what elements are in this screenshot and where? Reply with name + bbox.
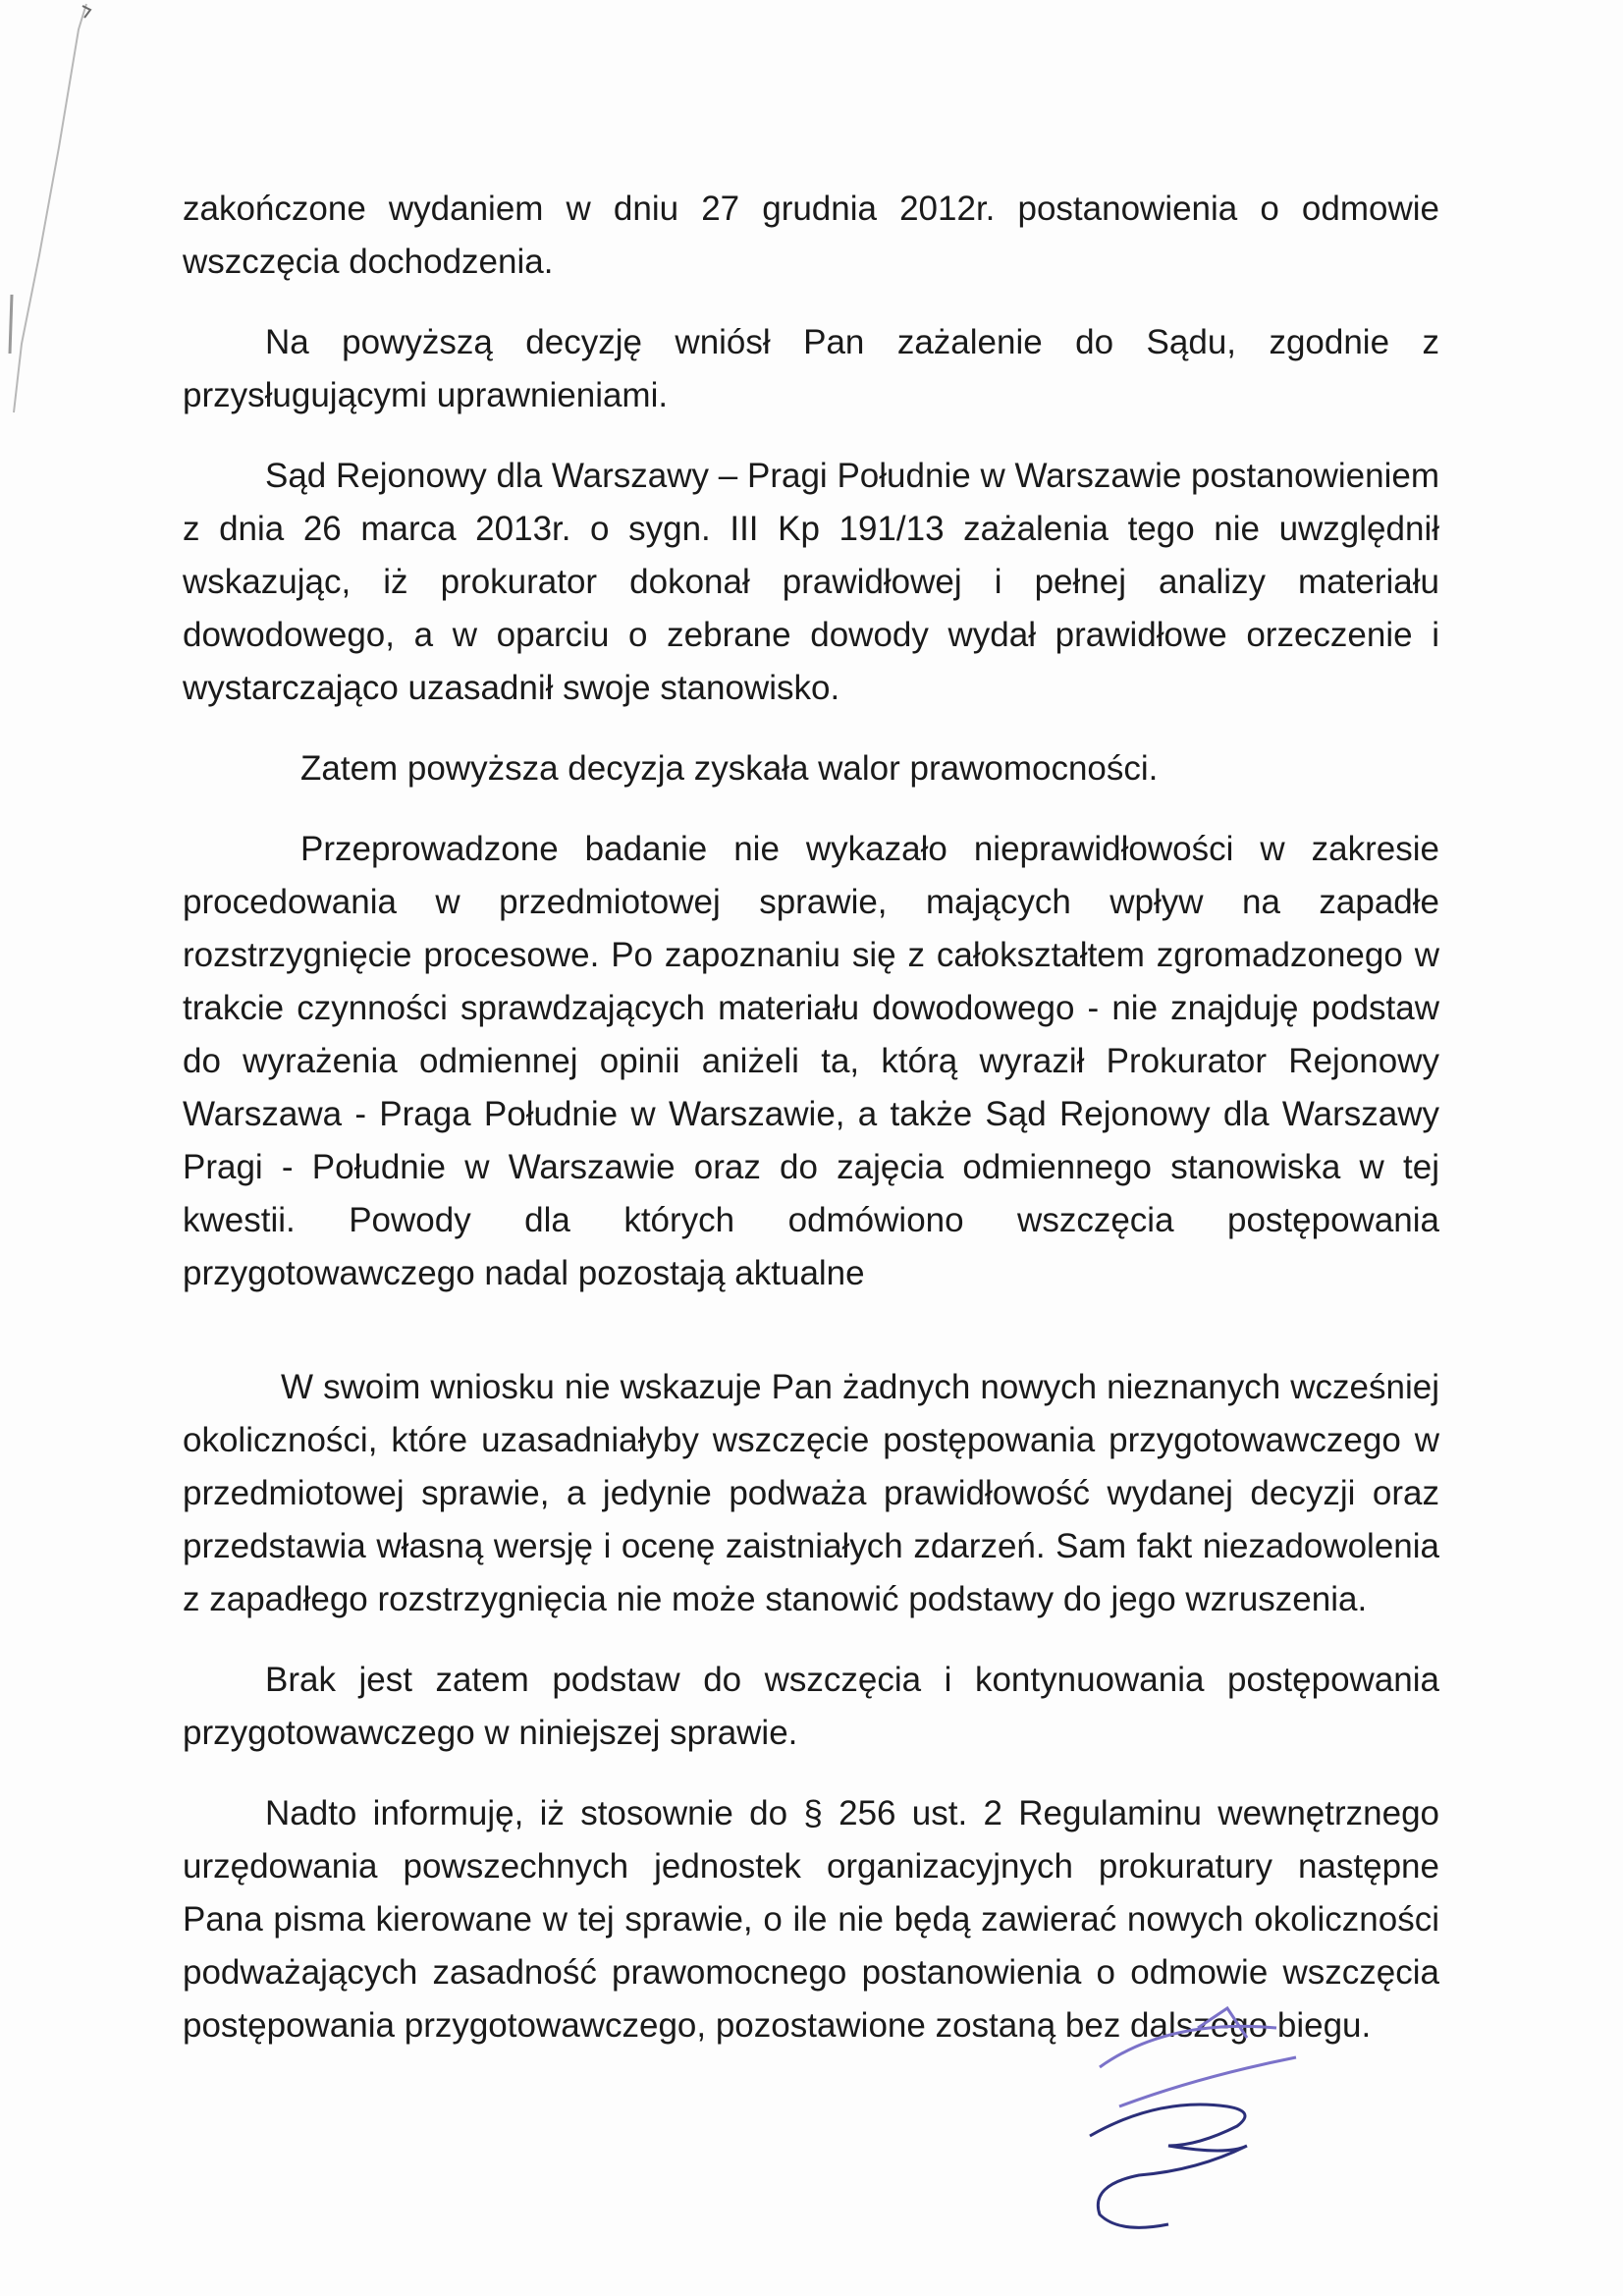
scan-edge-mark xyxy=(0,0,118,471)
paragraph-4: Zatem powyższa decyzja zyskała walor prawomocności. xyxy=(300,749,1159,788)
paragraph-1: zakończone wydaniem w dniu 27 grudnia 2012r. postanowienia o odmowie wszczęcia dochodzenia. xyxy=(183,190,1439,281)
paragraph-2: Na powyższą decyzję wniósł Pan zażalenie do Sądu, zgodnie z przysługującymi uprawnieniami. xyxy=(183,323,1439,414)
paragraph-8: Nadto informuję, iż stosownie do § 256 ust. 2 Regulaminu wewnętrznego urzędowania powszechnych jednostek organizacyjnych prokuratury następne Pana pisma kierowane w tej sprawie, o ile nie będą zawierać nowych okoliczności podważających zasadność prawomocnego postanowienia o odmowie wszczęcia postępowania przygotowawczego, pozostawione zostaną bez dalszego biegu. xyxy=(183,1794,1439,2045)
paragraph-7: Brak jest zatem podstaw do wszczęcia i kontynuowania postępowania przygotowawczego w niniejszej sprawie. xyxy=(183,1661,1439,1752)
letter-body xyxy=(183,183,1439,2080)
paragraph-6: W swoim wniosku nie wskazuje Pan żadnych nowych nieznanych wcześniej okoliczności, które uzasadniałyby wszczęcie postępowania przygotowawczego w przedmiotowej sprawie, a jedynie podważa prawidłowość wydanej decyzji oraz przedstawia własną wersję i ocenę zaistniałych zdarzeń. Sam fakt niezadowolenia z zapadłego rozstrzygnięcia nie może stanowić podstawy do jego wzruszenia. xyxy=(183,1368,1439,1618)
paragraph-5: Przeprowadzone badanie nie wykazało nieprawidłowości w zakresie procedowania w przedmiotowej sprawie, mających wpływ na zapadłe rozstrzygnięcie procesowe. Po zapoznaniu się z całokształtem zgromadzonego w trakcie czynności sprawdzających materiału dowodowego - nie znajduję podstaw do wyrażenia odmiennej opinii aniżeli ta, którą wyraził Prokurator Rejonowy Warszawa - Praga Południe w Warszawie, a także Sąd Rejonowy dla Warszawy Pragi - Południe w Warszawie oraz do zajęcia odmiennego stanowiska w tej kwestii. Powody dla których odmówiono wszczęcia postępowania przygotowawczego nadal pozostają aktualne xyxy=(183,830,1439,1292)
official-stamp xyxy=(1080,1998,1335,2234)
paragraph-3: Sąd Rejonowy dla Warszawy – Pragi Południe w Warszawie postanowieniem z dnia 26 marca 2013r. o sygn. III Kp 191/13 zażalenia tego nie uwzględnił wskazując, iż prokurator dokonał prawidłowej i pełnej analizy materiału dowodowego, a w oparciu o zebrane dowody wydał prawidłowe orzeczenie i wystarczająco uzasadnił swoje stanowisko. xyxy=(183,457,1439,707)
